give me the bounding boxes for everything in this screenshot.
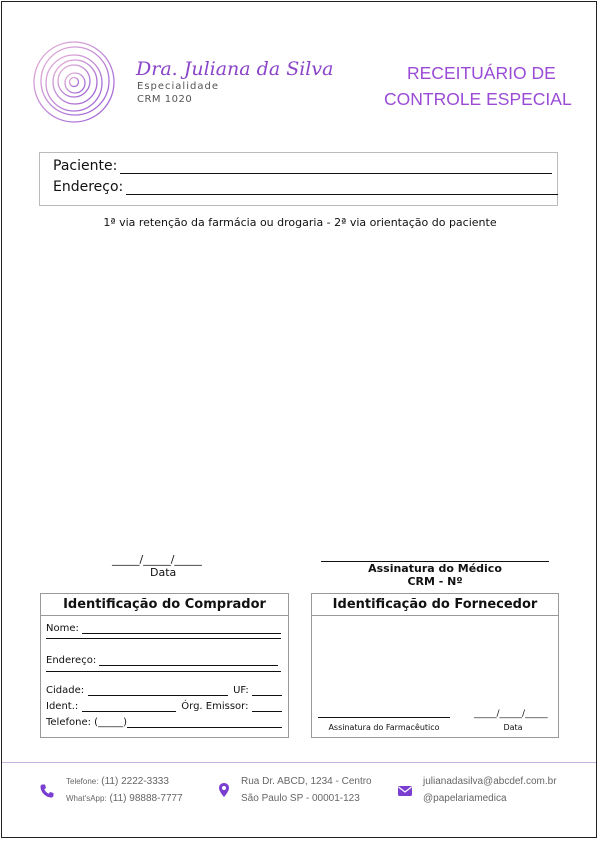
date-label: Data (150, 566, 177, 579)
email-icon (397, 783, 413, 799)
supplier-title: Identificação do Fornecedor (312, 594, 558, 616)
patient-field[interactable] (53, 158, 552, 174)
date-placeholder[interactable]: _____/_____/_____ (112, 553, 202, 566)
address-label: Endereço: (53, 179, 124, 195)
footer-whatsapp (66, 793, 183, 804)
doctor-name: Dra. Juliana da Silva (136, 58, 334, 80)
address-field[interactable] (53, 179, 558, 195)
buyer-name-label: Nome: (46, 623, 79, 634)
buyer-ident-field[interactable] (46, 701, 282, 712)
buyer-title: Identificação do Comprador (41, 594, 288, 616)
document-title-line1: RECEITUÁRIO DE (407, 63, 556, 83)
footer-phone-value: (11) 2222-3333 (101, 776, 169, 787)
doctor-signature-label: Assinatura do Médico (368, 562, 502, 575)
buyer-ident-line (82, 701, 176, 712)
footer-phone (66, 776, 169, 787)
buyer-box (40, 593, 289, 738)
footer-whatsapp-label: What'sApp: (66, 794, 107, 803)
buyer-uf-line (252, 685, 282, 696)
patient-box (39, 152, 558, 206)
footer-address-line1: Rua Dr. ABCD, 1234 - Centro (241, 776, 372, 787)
via-note: 1ª via retenção da farmácia ou drogaria - 2ª via orientação do paciente (103, 216, 497, 229)
footer-phone-label: Telefone: (66, 777, 99, 786)
pharmacist-signature-label: Assinatura do Farmacêutico (328, 723, 440, 732)
buyer-address-label: Endereço: (46, 655, 97, 666)
buyer-name-field[interactable] (46, 623, 281, 634)
buyer-city-line (88, 685, 228, 696)
document-title-line2: CONTROLE ESPECIAL (384, 89, 572, 109)
buyer-address-extra-line[interactable] (46, 671, 281, 672)
supplier-box (311, 593, 559, 738)
footer-social: @papelariamedica (423, 793, 507, 804)
buyer-city-label: Cidade: (46, 685, 85, 696)
spiral-logo (32, 40, 116, 124)
footer-address-line2: São Paulo SP - 00001-123 (241, 793, 360, 804)
footer-whatsapp-value: (11) 98888-7777 (109, 793, 183, 804)
buyer-uf-label: UF: (233, 685, 249, 696)
doctor-crm: CRM 1020 (137, 94, 193, 105)
phone-icon (39, 783, 55, 799)
supplier-date-label: Data (503, 723, 523, 732)
buyer-name-extra-line[interactable] (46, 638, 281, 639)
buyer-org-line (252, 701, 282, 712)
buyer-phone-line (127, 717, 282, 728)
buyer-phone-field[interactable] (46, 717, 282, 728)
patient-label: Paciente: (53, 158, 118, 174)
supplier-date-placeholder[interactable]: _____/_____/_____ (474, 709, 548, 719)
location-pin-icon (216, 782, 232, 798)
address-line (126, 180, 558, 195)
buyer-ident-label: Ident.: (46, 701, 79, 712)
buyer-phone-label: Telefone: (_____) (46, 717, 127, 728)
patient-line (120, 159, 552, 174)
doctor-crm-label: CRM - Nº (407, 575, 463, 588)
pharmacist-signature-line[interactable] (318, 717, 450, 718)
buyer-address-line (99, 655, 278, 666)
footer-divider (2, 762, 596, 763)
buyer-address-field[interactable] (46, 655, 278, 666)
footer-email: julianadasilva@abcdef.com.br (423, 776, 557, 787)
buyer-org-label: Órg. Emissor: (181, 701, 249, 712)
buyer-name-line (82, 623, 281, 634)
buyer-city-field[interactable] (46, 685, 282, 696)
doctor-specialty: Especialidade (137, 81, 219, 92)
